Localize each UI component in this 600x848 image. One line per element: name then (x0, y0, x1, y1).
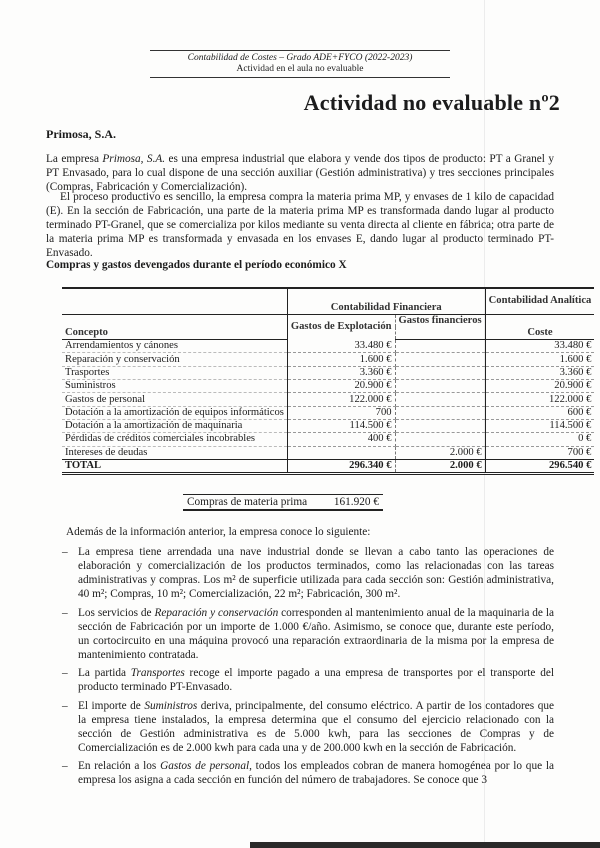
text: La empresa (46, 153, 103, 165)
header-subtitle: Actividad en el aula no evaluable (236, 64, 364, 74)
cell-coste: 1.600 € (485, 353, 594, 366)
table-total-row (62, 459, 594, 473)
page-header (150, 50, 450, 78)
dash-bullet-icon: – (62, 546, 68, 558)
cell-gastos-financieros (395, 419, 485, 432)
compras-label: Compras de materia prima (187, 496, 308, 508)
dash-bullet-icon: – (62, 667, 68, 679)
page-title: Actividad no evaluable nº2 (303, 90, 560, 115)
cell-gastos-financieros (395, 393, 485, 406)
cell-concepto: Dotación a la amortización de maquinaria (62, 419, 287, 432)
cell-gastos-financieros (395, 340, 485, 353)
table-row (62, 340, 594, 353)
header-concepto: Concepto (62, 327, 287, 340)
text: Los servicios de (78, 606, 155, 619)
total-coste: 296.540 € (485, 459, 594, 473)
total-gastos-financieros: 2.000 € (395, 459, 485, 473)
compras-materia-prima (183, 494, 383, 511)
company-italic: Primosa, S.A. (102, 153, 166, 165)
cell-coste: 0 € (485, 433, 594, 446)
cell-concepto: Suministros (62, 380, 287, 393)
text: , todos los empleados cobran de manera homogénea por lo que la empresa los asigna a cada sección en función del número de trabajadores. Se conoce que 3 (78, 760, 554, 786)
header-gastos-financieros: Gastos financieros (395, 314, 485, 327)
italic-term: Suministros (144, 699, 198, 712)
list-item (60, 666, 554, 694)
list-item (60, 699, 554, 755)
cell-coste: 600 € (485, 406, 594, 419)
cell-coste: 114.500 € (485, 419, 594, 432)
cell-gastos-explotacion: 114.500 € (287, 419, 395, 432)
cell-gastos-financieros (395, 380, 485, 393)
text: recoge el importe pagado a una empresa de transportes por el transporte del producto terminado PT-Envasado. (78, 667, 554, 693)
table-row (62, 433, 594, 446)
cost-table (62, 287, 594, 475)
cell-gastos-explotacion: 400 € (287, 433, 395, 446)
header-rule (150, 77, 450, 78)
italic-term: Gastos de personal (160, 760, 250, 772)
text: corresponden al mantenimiento anual de la maquinaria de la sección de Fabricación por un importe de 1.000 €/año. Asimismo, se conoce que, durante este período, un cortocircuito en una máquina provocó una reparación extraordinaria de la misma por la empresa de mantenimiento contratada. (78, 606, 554, 661)
cell-gastos-financieros: 2.000 € (395, 446, 485, 459)
table-row (62, 406, 594, 419)
total-label: TOTAL (62, 459, 287, 473)
cell-gastos-explotacion: 122.000 € (287, 393, 395, 406)
compras-value: 161.920 € (333, 496, 379, 508)
dash-bullet-icon: – (62, 606, 68, 619)
cell-concepto: Intereses de deudas (62, 446, 287, 459)
dash-bullet-icon: – (62, 760, 68, 772)
cell-coste: 33.480 € (485, 340, 594, 353)
paragraph-intro (46, 152, 554, 194)
table-row (62, 419, 594, 432)
cell-gastos-explotacion: 1.600 € (287, 353, 395, 366)
table-row (62, 393, 594, 406)
cell-coste: 700 € (485, 446, 594, 459)
cell-gastos-explotacion: 33.480 € (287, 340, 395, 353)
info-list (60, 545, 554, 792)
cell-concepto: Pérdidas de créditos comerciales incobrables (62, 433, 287, 446)
table-row (62, 446, 594, 459)
text: La partida (78, 667, 131, 679)
italic-term: Transportes (130, 667, 185, 679)
cell-concepto: Trasportes (62, 366, 287, 379)
cell-gastos-financieros (395, 433, 485, 446)
table-row (62, 380, 594, 393)
list-item (60, 759, 554, 787)
cell-gastos-financieros (395, 366, 485, 379)
cell-gastos-explotacion (287, 446, 395, 459)
list-item (60, 606, 554, 662)
list-item (60, 545, 554, 601)
cell-gastos-explotacion: 20.900 € (287, 380, 395, 393)
text: En relación a los (78, 760, 161, 772)
cell-concepto: Gastos de personal (62, 393, 287, 406)
total-gastos-explotacion: 296.340 € (287, 459, 395, 473)
cell-coste: 20.900 € (485, 380, 594, 393)
cell-concepto: Reparación y conservación (62, 353, 287, 366)
italic-term: Reparación y conservación (154, 606, 279, 619)
header-gastos-explotacion: Gastos de Explotación (287, 314, 395, 340)
cell-concepto: Arrendamientos y cánones (62, 340, 287, 353)
dash-bullet-icon: – (62, 699, 68, 712)
text: deriva, principalmente, del consumo eléctrico. A partir de los contadores que la empresa tiene instalados, la empresa determina que el consumo del ejercicio relacionado con la sección de Gestión administrativa es de 5.000 kwh, para las secciones de Compras y de Comercialización es de 2.000 kwh para cada una y de 200.000 kwh en la sección de Fabricación. (78, 699, 555, 754)
table-row (62, 353, 594, 366)
header-contabilidad-financiera: Contabilidad Financiera (287, 289, 485, 314)
cell-gastos-financieros (395, 353, 485, 366)
section-title: Compras y gastos devengados durante el período económico X (46, 259, 347, 271)
additional-info-intro: Además de la información anterior, la empresa conoce lo siguiente: (66, 526, 371, 538)
cell-coste: 3.360 € (485, 366, 594, 379)
table-row (62, 366, 594, 379)
text: es una empresa industrial que elabora y vende dos tipos de producto: PT a Granel y PT Envasado, para lo cual dispone de una sección auxiliar (Gestión administrativa) y tres secciones principales (Compras, Fabricación y Comercialización). (46, 153, 555, 193)
course-title: Contabilidad de Costes – Grado ADE+FYCO (2022-2023) (187, 53, 413, 63)
cell-gastos-explotacion: 700 (287, 406, 395, 419)
cell-coste: 122.000 € (485, 393, 594, 406)
paragraph-process: El proceso productivo es sencillo, la empresa compra la materia prima MP, y envases de 1 kilo de capacidad (E). En la sección de Fabricación, una parte de la materia prima MP es transformada dando lugar al producto terminado PT-Granel, que se comercializa por kilos mediante su venta directa al cliente en fábrica; otra parte de la materia prima MP es transformada y envasada en los envases E, dando lugar al producto terminado PT-Envasado. (46, 191, 554, 259)
cell-gastos-explotacion: 3.360 € (287, 366, 395, 379)
header-contabilidad-analitica: Contabilidad Analítica (488, 295, 592, 307)
cell-gastos-financieros (395, 406, 485, 419)
header-rule (150, 50, 450, 51)
scan-edge-bottom (250, 842, 600, 848)
company-name: Primosa, S.A. (46, 127, 116, 141)
cell-concepto: Dotación a la amortización de equipos informáticos (62, 406, 287, 419)
header-coste: Coste (485, 327, 594, 340)
text: La empresa tiene arrendada una nave industrial donde se llevan a cabo tanto las operaciones de elaboración y comercialización de los productos terminados, como las relacionadas con las tareas administrativas y compras. Los m² de superficie utilizada para cada sección son: Gestión administrativa, 40 m²; Compras, 10 m²; Comercialización, 22 m²; Fabricación, 300 m². (78, 546, 554, 600)
text: El importe de (78, 699, 145, 712)
